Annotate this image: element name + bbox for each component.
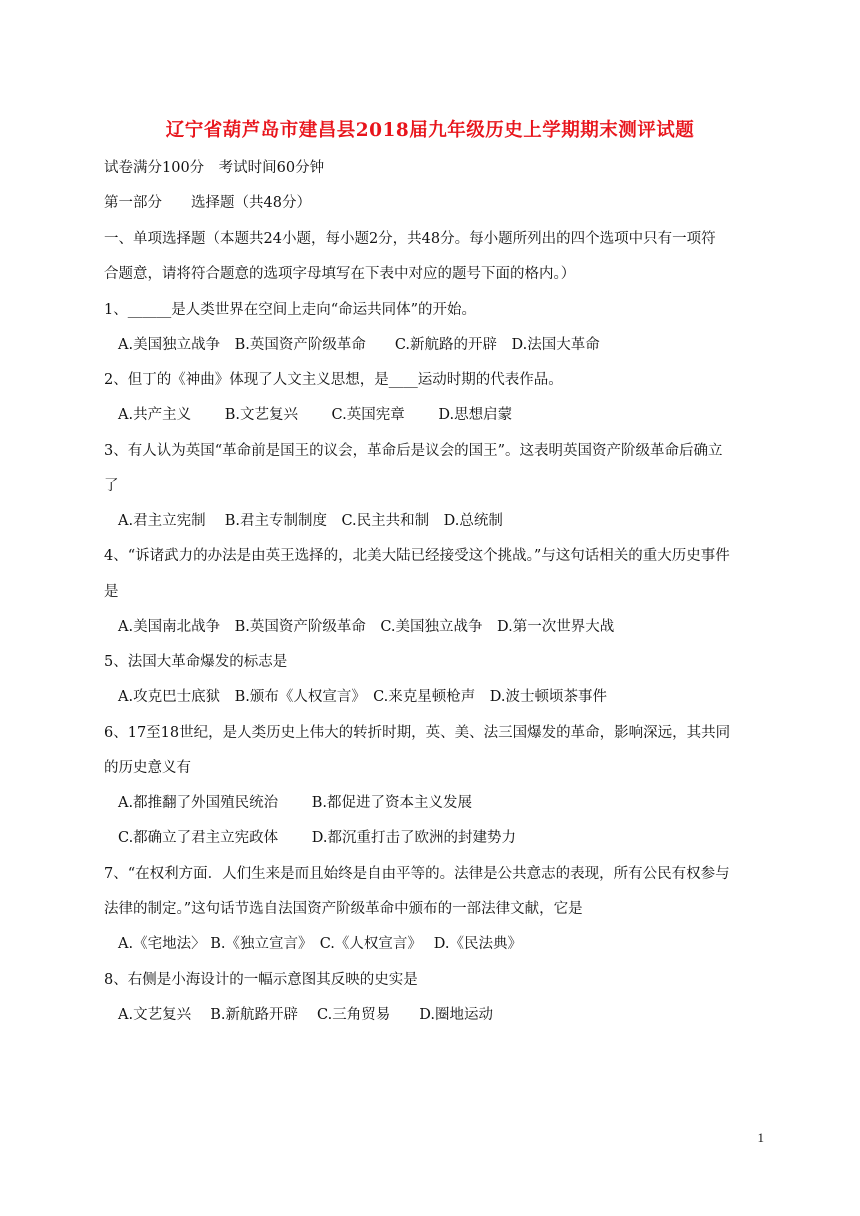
question-2-stem: 2、但丁的《神曲》体现了人文主义思想，是____运动时期的代表作品。 xyxy=(104,372,563,388)
part-one-heading: 第一部分 选择题（共48分） xyxy=(104,195,311,211)
question-3-stem-line-1: 3、有人认为英国“革命前是国王的议会，革命后是议会的国王”。这表明英国资产阶级革命后确立 xyxy=(104,443,723,459)
question-7-stem-line-1: 7、“在权利方面．人们生来是而且始终是自由平等的。法律是公共意志的表现，所有公民有权参与 xyxy=(104,866,730,882)
question-2-options: A.共产主义 B.文艺复兴 C.英国宪章 D.思想启蒙 xyxy=(118,407,513,423)
question-5-options: A.攻克巴士底狱 B.颁布《人权宣言》 C.来克星顿枪声 D.波士顿顷茶事件 xyxy=(118,689,607,705)
exam-title: 辽宁省葫芦岛市建昌县2018届九年级历史上学期期末测评试题 xyxy=(165,120,695,141)
instructions-line-1: 一、单项选择题（本题共24小题，每小题2分，共48分。每小题所列出的四个选项中只有一项符 xyxy=(104,231,716,247)
question-4-stem-line-2: 是 xyxy=(104,584,119,600)
question-4-stem-line-1: 4、“诉诸武力的办法是由英王选择的，北美大陆已经接受这个挑战。”与这句话相关的重大历史事件 xyxy=(104,548,730,564)
exam-info: 试卷满分100分 考试时间60分钟 xyxy=(104,160,325,176)
question-7-options: A.《宅地法〉 B.《独立宣言》 C.《人权宣言》 D.《民法典》 xyxy=(118,936,522,952)
question-3-options: A.君主立宪制 B.君主专制制度 C.民主共和制 D.总统制 xyxy=(118,513,503,529)
instructions-line-2: 合题意，请将符合题意的选项字母填写在下表中对应的题号下面的格内。） xyxy=(104,266,576,282)
question-8-stem: 8、右侧是小海设计的一幅示意图其反映的史实是 xyxy=(104,972,418,988)
question-3-stem-line-2: 了 xyxy=(104,478,119,494)
question-6-options-line-2: C.都确立了君主立宪政体 D.都沉重打击了欧洲的封建势力 xyxy=(118,830,517,846)
question-1-stem: 1、______是人类世界在空间上走向“命运共同体”的开始。 xyxy=(104,302,477,318)
question-1-options: A.美国独立战争 B.英国资产阶级革命 C.新航路的开辟 D.法国大革命 xyxy=(118,337,600,353)
question-8-options: A.文艺复兴 B.新航路开辟 C.三角贸易 D.圈地运动 xyxy=(118,1007,493,1023)
question-6-stem-line-1: 6、17至18世纪，是人类历史上伟大的转折时期，英、美、法三国爆发的革命，影响深远，其共同 xyxy=(104,725,731,741)
question-4-options: A.美国南北战争 B.英国资产阶级革命 C.美国独立战争 D.第一次世界大战 xyxy=(118,619,615,635)
question-5-stem: 5、法国大革命爆发的标志是 xyxy=(104,654,288,670)
page-number: 1 xyxy=(757,1130,764,1145)
question-6-stem-line-2: 的历史意义有 xyxy=(104,760,191,776)
question-7-stem-line-2: 法律的制定。”这句话节选自法国资产阶级革命中颁布的一部法律文献，它是 xyxy=(104,901,583,917)
question-6-options-line-1: A.都推翻了外国殖民统治 B.都促进了资本主义发展 xyxy=(118,795,472,811)
